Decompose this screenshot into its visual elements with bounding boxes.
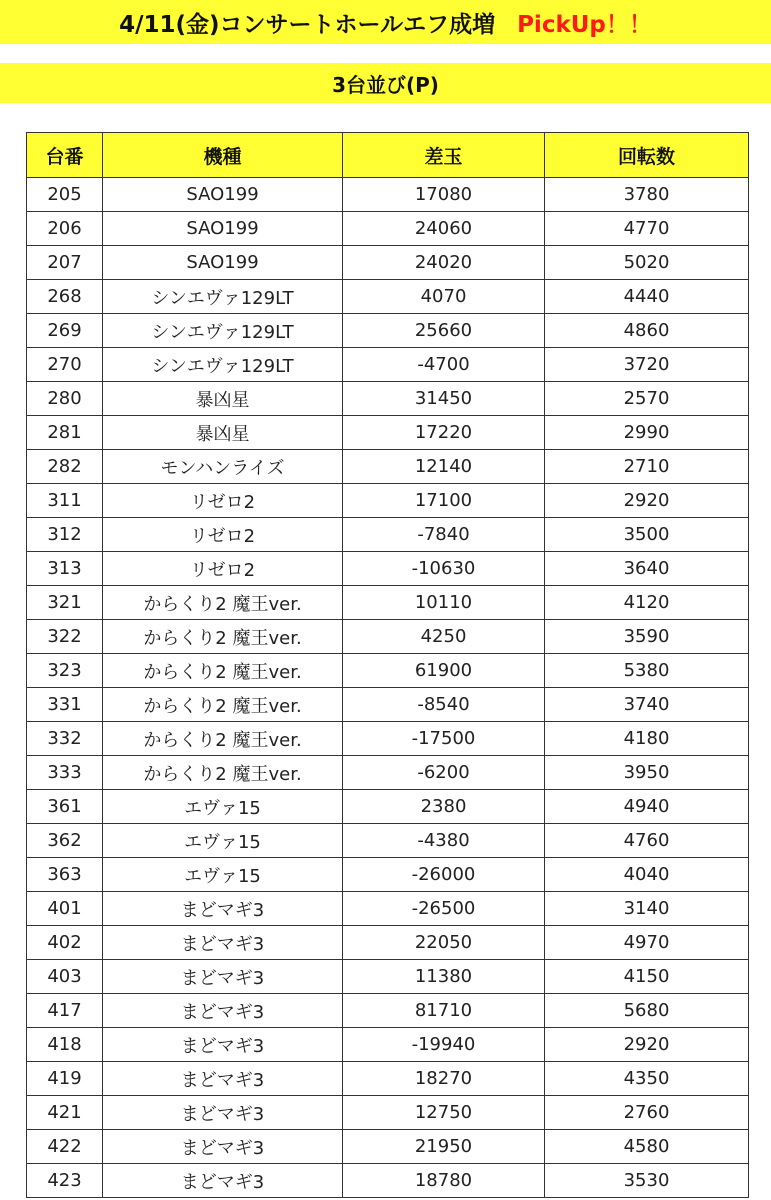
cell-machine-number: 311 (27, 484, 103, 518)
table-row (27, 246, 749, 280)
cell-machine-number: 270 (27, 348, 103, 382)
cell-spin-count: 4760 (545, 824, 749, 858)
cell-machine-number: 401 (27, 892, 103, 926)
cell-machine-number: 205 (27, 178, 103, 212)
cell-spin-count: 4970 (545, 926, 749, 960)
cell-machine-number: 321 (27, 586, 103, 620)
cell-model: 暴凶星 (103, 416, 343, 450)
cell-model: まどマギ3 (103, 960, 343, 994)
table-row (27, 722, 749, 756)
table-row (27, 1164, 749, 1198)
cell-ball-difference: -6200 (343, 756, 545, 790)
cell-spin-count: 3950 (545, 756, 749, 790)
cell-ball-difference: -26000 (343, 858, 545, 892)
table-row (27, 552, 749, 586)
cell-ball-difference: 10110 (343, 586, 545, 620)
cell-ball-difference: 12750 (343, 1096, 545, 1130)
cell-model: SAO199 (103, 246, 343, 280)
table-row (27, 960, 749, 994)
cell-spin-count: 5020 (545, 246, 749, 280)
cell-ball-difference: 21950 (343, 1130, 545, 1164)
cell-model: からくり2 魔王ver. (103, 620, 343, 654)
cell-machine-number: 268 (27, 280, 103, 314)
cell-model: シンエヴァ129LT (103, 348, 343, 382)
table-row (27, 518, 749, 552)
cell-ball-difference: 18270 (343, 1062, 545, 1096)
cell-model: まどマギ3 (103, 926, 343, 960)
cell-ball-difference: 2380 (343, 790, 545, 824)
cell-spin-count: 2920 (545, 1028, 749, 1062)
cell-ball-difference: 24020 (343, 246, 545, 280)
cell-machine-number: 417 (27, 994, 103, 1028)
cell-model: モンハンライズ (103, 450, 343, 484)
table-row (27, 212, 749, 246)
cell-ball-difference: 81710 (343, 994, 545, 1028)
cell-spin-count: 3720 (545, 348, 749, 382)
cell-spin-count: 4580 (545, 1130, 749, 1164)
cell-model: リゼロ2 (103, 552, 343, 586)
cell-model: まどマギ3 (103, 994, 343, 1028)
table-row (27, 994, 749, 1028)
section-title: 3台並び(P) (332, 72, 439, 97)
table-row (27, 586, 749, 620)
cell-model: まどマギ3 (103, 1062, 343, 1096)
cell-machine-number: 323 (27, 654, 103, 688)
cell-model: まどマギ3 (103, 1164, 343, 1198)
cell-machine-number: 333 (27, 756, 103, 790)
table-row (27, 1062, 749, 1096)
cell-spin-count: 3530 (545, 1164, 749, 1198)
cell-ball-difference: 18780 (343, 1164, 545, 1198)
cell-spin-count: 4440 (545, 280, 749, 314)
cell-ball-difference: -19940 (343, 1028, 545, 1062)
cell-model: シンエヴァ129LT (103, 314, 343, 348)
results-table (26, 132, 749, 1198)
table-row (27, 416, 749, 450)
cell-machine-number: 206 (27, 212, 103, 246)
cell-ball-difference: -17500 (343, 722, 545, 756)
cell-spin-count: 2990 (545, 416, 749, 450)
cell-spin-count: 3140 (545, 892, 749, 926)
cell-spin-count: 3640 (545, 552, 749, 586)
cell-ball-difference: 24060 (343, 212, 545, 246)
table-row (27, 178, 749, 212)
cell-model: からくり2 魔王ver. (103, 722, 343, 756)
cell-machine-number: 282 (27, 450, 103, 484)
cell-ball-difference: -8540 (343, 688, 545, 722)
cell-machine-number: 313 (27, 552, 103, 586)
cell-model: からくり2 魔王ver. (103, 586, 343, 620)
table-row (27, 450, 749, 484)
table-row (27, 926, 749, 960)
page-title: 4/11(金)コンサートホールエフ成増 (119, 11, 496, 38)
cell-machine-number: 402 (27, 926, 103, 960)
table-row (27, 382, 749, 416)
cell-spin-count: 3500 (545, 518, 749, 552)
table-row (27, 858, 749, 892)
cell-machine-number: 280 (27, 382, 103, 416)
cell-spin-count: 4940 (545, 790, 749, 824)
table-row (27, 824, 749, 858)
cell-ball-difference: 11380 (343, 960, 545, 994)
cell-model: シンエヴァ129LT (103, 280, 343, 314)
table-body (27, 178, 749, 1198)
cell-spin-count: 2570 (545, 382, 749, 416)
cell-machine-number: 361 (27, 790, 103, 824)
cell-spin-count: 4120 (545, 586, 749, 620)
table-row (27, 1130, 749, 1164)
cell-model: まどマギ3 (103, 1028, 343, 1062)
table-row (27, 484, 749, 518)
cell-spin-count: 5380 (545, 654, 749, 688)
title-banner (0, 0, 771, 44)
cell-ball-difference: 25660 (343, 314, 545, 348)
cell-model: からくり2 魔王ver. (103, 756, 343, 790)
cell-ball-difference: -10630 (343, 552, 545, 586)
table-row (27, 790, 749, 824)
cell-machine-number: 269 (27, 314, 103, 348)
cell-machine-number: 363 (27, 858, 103, 892)
cell-machine-number: 422 (27, 1130, 103, 1164)
cell-model: まどマギ3 (103, 1130, 343, 1164)
cell-spin-count: 5680 (545, 994, 749, 1028)
cell-model: SAO199 (103, 178, 343, 212)
cell-model: 暴凶星 (103, 382, 343, 416)
table-row (27, 1028, 749, 1062)
cell-spin-count: 3740 (545, 688, 749, 722)
cell-spin-count: 4040 (545, 858, 749, 892)
cell-spin-count: 2760 (545, 1096, 749, 1130)
column-header-model: 機種 (103, 133, 343, 178)
cell-ball-difference: 17100 (343, 484, 545, 518)
cell-model: まどマギ3 (103, 892, 343, 926)
cell-model: からくり2 魔王ver. (103, 654, 343, 688)
cell-ball-difference: 12140 (343, 450, 545, 484)
cell-spin-count: 4860 (545, 314, 749, 348)
cell-machine-number: 362 (27, 824, 103, 858)
cell-model: まどマギ3 (103, 1096, 343, 1130)
cell-spin-count: 3780 (545, 178, 749, 212)
cell-ball-difference: -4380 (343, 824, 545, 858)
cell-ball-difference: 4250 (343, 620, 545, 654)
pickup-label: PickUp！！ (517, 11, 652, 38)
cell-ball-difference: 17220 (343, 416, 545, 450)
cell-ball-difference: -26500 (343, 892, 545, 926)
cell-machine-number: 322 (27, 620, 103, 654)
table-row (27, 688, 749, 722)
cell-machine-number: 423 (27, 1164, 103, 1198)
cell-spin-count: 4150 (545, 960, 749, 994)
cell-ball-difference: 17080 (343, 178, 545, 212)
cell-model: リゼロ2 (103, 484, 343, 518)
cell-model: SAO199 (103, 212, 343, 246)
table-row (27, 1096, 749, 1130)
cell-model: エヴァ15 (103, 790, 343, 824)
cell-ball-difference: 61900 (343, 654, 545, 688)
cell-machine-number: 332 (27, 722, 103, 756)
subtitle-banner (0, 63, 771, 103)
cell-model: からくり2 魔王ver. (103, 688, 343, 722)
cell-model: エヴァ15 (103, 858, 343, 892)
table-row (27, 280, 749, 314)
cell-machine-number: 403 (27, 960, 103, 994)
column-header-machine-number: 台番 (27, 133, 103, 178)
table-row (27, 620, 749, 654)
table-header-row (27, 133, 749, 178)
table-row (27, 314, 749, 348)
cell-machine-number: 421 (27, 1096, 103, 1130)
cell-machine-number: 331 (27, 688, 103, 722)
cell-machine-number: 281 (27, 416, 103, 450)
cell-machine-number: 312 (27, 518, 103, 552)
cell-machine-number: 419 (27, 1062, 103, 1096)
cell-spin-count: 4770 (545, 212, 749, 246)
cell-model: エヴァ15 (103, 824, 343, 858)
cell-ball-difference: 4070 (343, 280, 545, 314)
cell-spin-count: 2920 (545, 484, 749, 518)
column-header-spin-count: 回転数 (545, 133, 749, 178)
column-header-ball-difference: 差玉 (343, 133, 545, 178)
cell-ball-difference: 22050 (343, 926, 545, 960)
cell-machine-number: 207 (27, 246, 103, 280)
table-row (27, 756, 749, 790)
cell-spin-count: 2710 (545, 450, 749, 484)
table-row (27, 654, 749, 688)
cell-ball-difference: -7840 (343, 518, 545, 552)
cell-spin-count: 3590 (545, 620, 749, 654)
cell-ball-difference: 31450 (343, 382, 545, 416)
cell-model: リゼロ2 (103, 518, 343, 552)
cell-machine-number: 418 (27, 1028, 103, 1062)
cell-spin-count: 4180 (545, 722, 749, 756)
table-row (27, 348, 749, 382)
table-row (27, 892, 749, 926)
cell-spin-count: 4350 (545, 1062, 749, 1096)
cell-ball-difference: -4700 (343, 348, 545, 382)
